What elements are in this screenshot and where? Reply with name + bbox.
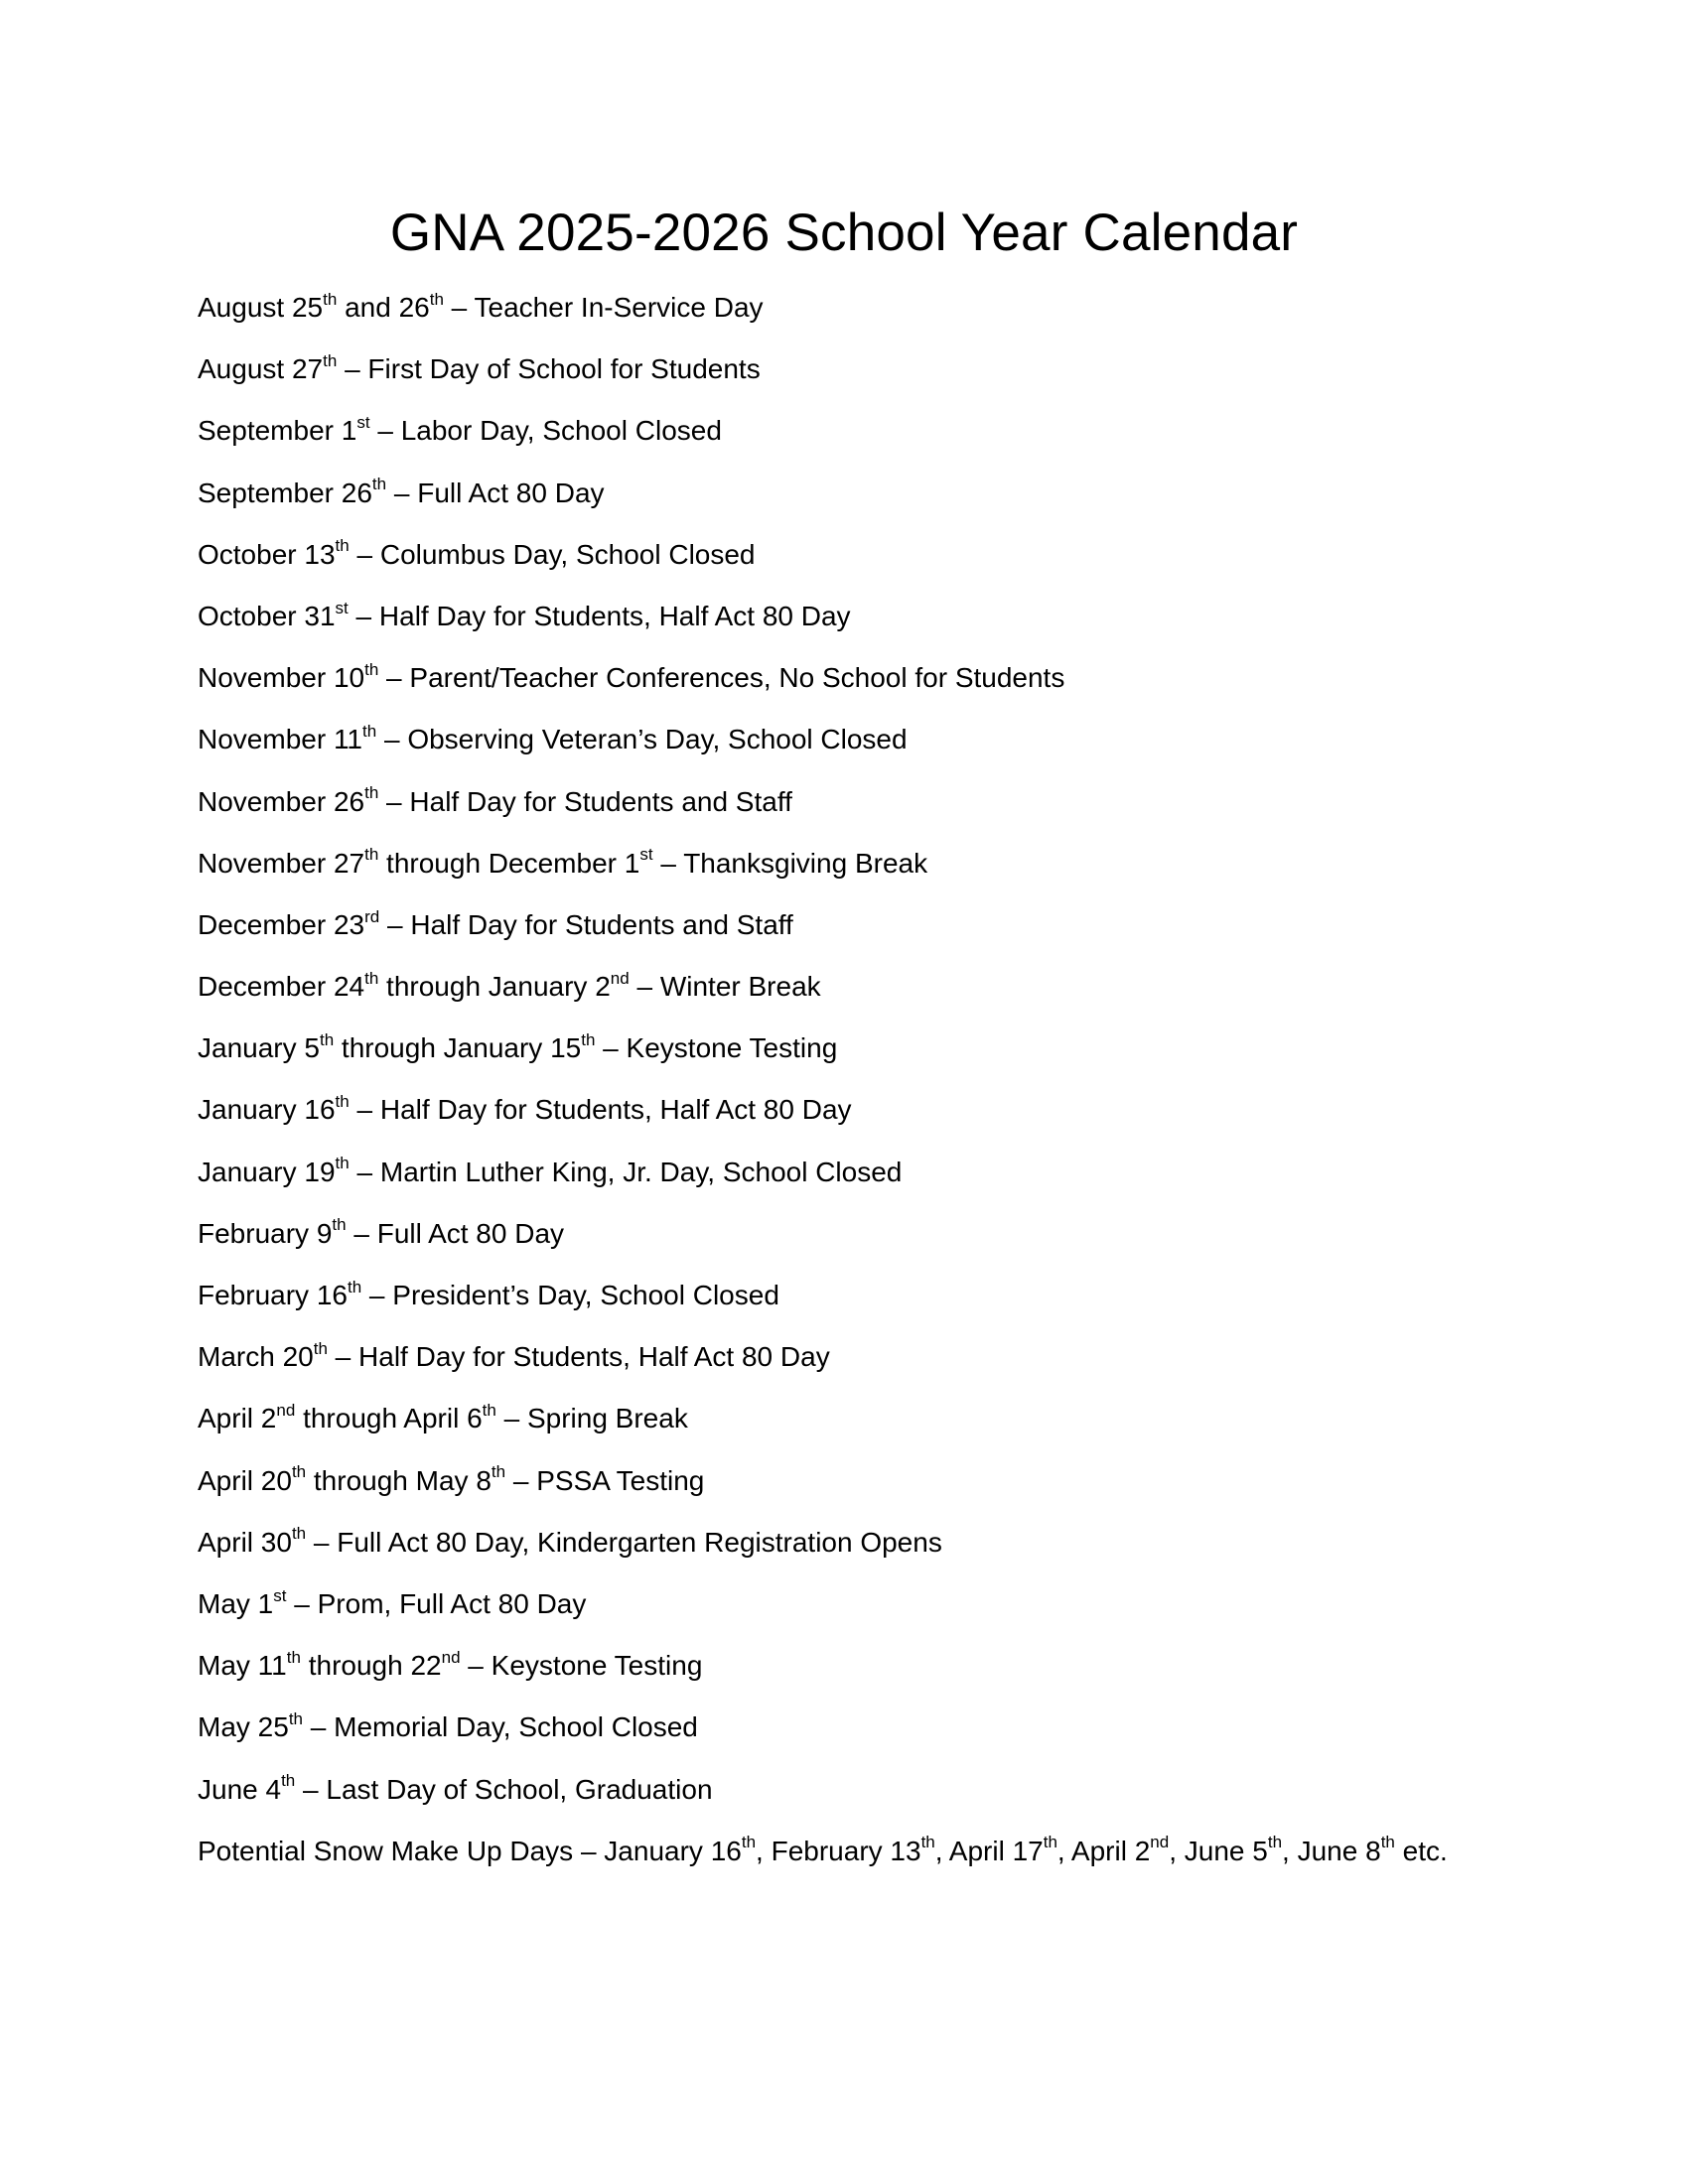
entry-text: – Teacher In-Service Day: [443, 292, 764, 323]
entry-text: December 24: [198, 971, 365, 1003]
ordinal-suffix: th: [364, 845, 379, 865]
entry-text: – Last Day of School, Graduation: [295, 1773, 713, 1805]
entry-text: December 23: [198, 908, 365, 940]
calendar-entry: [198, 597, 1608, 658]
entry-text: – Half Day for Students and Staff: [378, 785, 792, 817]
entry-text: – Full Act 80 Day: [346, 1217, 565, 1249]
calendar-entry: [198, 1832, 1608, 1893]
entry-text: April 30: [198, 1526, 292, 1558]
entry-text: April 2: [198, 1403, 277, 1434]
calendar-entry: [198, 1584, 1608, 1646]
ordinal-suffix: rd: [364, 906, 380, 926]
entry-text: , June 5: [1169, 1835, 1268, 1866]
entry-text: October 13: [198, 538, 336, 570]
ordinal-suffix: st: [335, 598, 349, 617]
ordinal-suffix: th: [364, 968, 379, 988]
entry-text: March 20: [198, 1341, 314, 1373]
entry-text: January 5: [198, 1032, 320, 1064]
calendar-entry: [198, 905, 1608, 967]
entry-text: – Half Day for Students, Half Act 80 Day: [327, 1341, 830, 1373]
entry-text: April 20: [198, 1464, 292, 1496]
page-title: GNA 2025-2026 School Year Calendar: [389, 204, 1299, 262]
entry-text: October 31: [198, 600, 336, 631]
ordinal-suffix: th: [319, 1029, 335, 1049]
ordinal-suffix: th: [491, 1462, 506, 1482]
entry-text: – Half Day for Students, Half Act 80 Day: [349, 1094, 852, 1126]
entry-text: Potential Snow Make Up Days – January 16: [198, 1835, 742, 1866]
entry-text: May 1: [198, 1587, 274, 1619]
ordinal-suffix: st: [273, 1585, 287, 1605]
entry-text: through May 8: [306, 1464, 492, 1496]
calendar-entry: [198, 288, 1608, 349]
ordinal-suffix: th: [335, 1154, 350, 1173]
ordinal-suffix: th: [286, 1647, 301, 1667]
entry-text: September 1: [198, 415, 357, 447]
ordinal-suffix: th: [364, 659, 379, 679]
entry-text: – Parent/Teacher Conferences, No School for Students: [378, 662, 1065, 694]
entry-text: , April 17: [934, 1835, 1044, 1866]
entry-text: November 27: [198, 847, 365, 879]
entry-text: – PSSA Testing: [505, 1464, 705, 1496]
calendar-entry: [198, 1461, 1608, 1523]
ordinal-suffix: th: [362, 721, 377, 741]
entry-text: – Labor Day, School Closed: [369, 415, 722, 447]
entry-text: January 16: [198, 1094, 336, 1126]
ordinal-suffix: st: [639, 845, 653, 865]
ordinal-suffix: th: [371, 475, 387, 494]
entry-text: – Observing Veteran’s Day, School Closed: [376, 724, 908, 755]
calendar-entry: [198, 1028, 1608, 1090]
entry-text: – President’s Day, School Closed: [361, 1280, 779, 1310]
ordinal-suffix: th: [482, 1401, 496, 1421]
entry-text: – Thanksgiving Break: [652, 847, 928, 879]
ordinal-suffix: th: [1380, 1833, 1395, 1852]
entry-text: – Columbus Day, School Closed: [349, 538, 756, 570]
entry-text: through December 1: [378, 847, 640, 879]
calendar-entry-list: [198, 288, 1608, 1893]
entry-text: February 16: [198, 1280, 348, 1310]
ordinal-suffix: th: [281, 1771, 296, 1791]
entry-text: May 11: [198, 1650, 287, 1682]
calendar-entry: [198, 474, 1608, 535]
entry-text: August 25: [198, 292, 324, 323]
entry-text: through 22: [300, 1650, 442, 1682]
ordinal-suffix: th: [323, 350, 338, 370]
ordinal-suffix: th: [364, 783, 379, 803]
entry-text: May 25: [198, 1711, 289, 1743]
calendar-entry: [198, 1090, 1608, 1152]
entry-text: – Half Day for Students and Staff: [379, 908, 793, 940]
ordinal-suffix: th: [1267, 1833, 1283, 1852]
ordinal-suffix: th: [291, 1524, 307, 1544]
calendar-entry: [198, 1153, 1608, 1214]
calendar-entry: [198, 1276, 1608, 1337]
entry-text: through January 15: [334, 1032, 582, 1064]
entry-text: , February 13: [756, 1835, 921, 1866]
ordinal-suffix: th: [323, 289, 338, 309]
calendar-entry: [198, 967, 1608, 1028]
entry-text: November 10: [198, 662, 365, 694]
entry-text: – Keystone Testing: [595, 1032, 838, 1064]
ordinal-suffix: st: [356, 413, 370, 433]
entry-text: – Prom, Full Act 80 Day: [286, 1587, 587, 1619]
entry-text: through April 6: [295, 1403, 483, 1434]
entry-text: September 26: [198, 477, 372, 508]
ordinal-suffix: th: [291, 1462, 307, 1482]
calendar-entry: [198, 1707, 1608, 1769]
calendar-entry: [198, 535, 1608, 597]
calendar-entry: [198, 411, 1608, 473]
entry-text: – Full Act 80 Day: [386, 477, 605, 508]
ordinal-suffix: nd: [610, 968, 630, 988]
calendar-entry: [198, 1523, 1608, 1584]
ordinal-suffix: th: [335, 1092, 350, 1112]
entry-text: November 11: [198, 724, 363, 755]
calendar-entry: [198, 349, 1608, 411]
entry-text: June 4: [198, 1773, 282, 1805]
entry-text: – Spring Break: [495, 1403, 688, 1434]
calendar-entry: [198, 844, 1608, 905]
ordinal-suffix: th: [741, 1833, 757, 1852]
entry-text: August 27: [198, 353, 324, 385]
ordinal-suffix: nd: [1150, 1833, 1170, 1852]
ordinal-suffix: nd: [441, 1647, 461, 1667]
ordinal-suffix: th: [332, 1215, 347, 1235]
entry-text: – Martin Luther King, Jr. Day, School Closed: [349, 1156, 903, 1187]
calendar-entry: [198, 720, 1608, 781]
entry-text: November 26: [198, 785, 365, 817]
entry-text: , June 8: [1282, 1835, 1381, 1866]
entry-text: etc.: [1394, 1835, 1448, 1866]
entry-text: February 9: [198, 1217, 333, 1249]
entry-text: , April 2: [1056, 1835, 1151, 1866]
entry-text: – Half Day for Students, Half Act 80 Day: [348, 600, 851, 631]
ordinal-suffix: th: [288, 1708, 304, 1728]
ordinal-suffix: th: [581, 1029, 596, 1049]
ordinal-suffix: th: [1043, 1833, 1057, 1852]
ordinal-suffix: th: [335, 536, 350, 556]
ordinal-suffix: th: [313, 1338, 328, 1358]
calendar-entry: [198, 1399, 1608, 1460]
calendar-entry: [198, 782, 1608, 844]
entry-text: and 26: [337, 292, 430, 323]
ordinal-suffix: th: [347, 1277, 362, 1297]
entry-text: – First Day of School for Students: [337, 353, 761, 385]
calendar-entry: [198, 658, 1608, 720]
calendar-entry: [198, 1770, 1608, 1832]
entry-text: – Full Act 80 Day, Kindergarten Registration Opens: [306, 1526, 942, 1558]
entry-text: January 19: [198, 1156, 336, 1187]
calendar-entry: [198, 1214, 1608, 1276]
ordinal-suffix: nd: [276, 1401, 296, 1421]
calendar-entry: [198, 1337, 1608, 1399]
entry-text: – Winter Break: [629, 971, 821, 1003]
entry-text: – Memorial Day, School Closed: [303, 1711, 698, 1743]
calendar-entry: [198, 1646, 1608, 1707]
ordinal-suffix: th: [429, 289, 444, 309]
ordinal-suffix: th: [920, 1833, 935, 1852]
entry-text: – Keystone Testing: [460, 1650, 703, 1682]
entry-text: through January 2: [378, 971, 611, 1003]
